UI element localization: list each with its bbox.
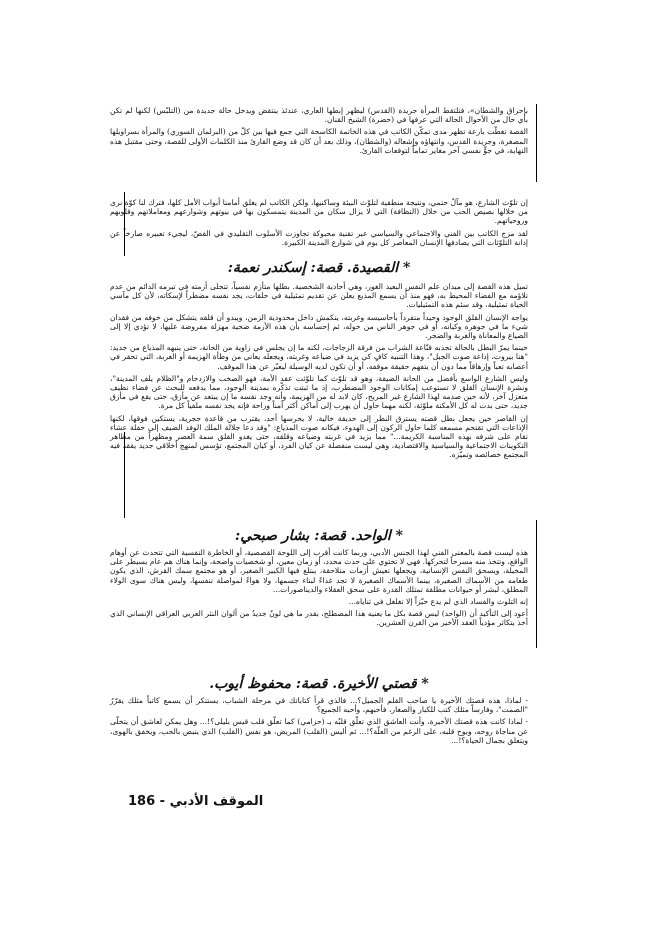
margin-rule <box>124 192 125 256</box>
paragraph: وليس الشارع الواسع بأفضل من الحانة الضيقة، وهو قد تلوّث كما تلوّثت عقد الأمة، فهو الصخب والازدحام و"الظلام يلف المدينة"، ونشرة الإنسان القلق لا تستوعب إمكانات الوجود المضطرب، إذ ما ثبتت تذكّره بمدينة الوجود، مما يدفعه للبحث عن فضاء نظيف متعزل آخر، لأنه حين صدمه لهذا الشارع غير المريح، كان لابد له من الهزيمة، وأنه وجد نفسه ما إن يبتعد عن مأزق، حتى يقع في مأزق جديد، حتى بدت له كل الأمكنة ملوّثة، لكنه مهما حاول أن يهرب إلى أماكن أكثر أمناً وراحة فإنه يجد نفسه ملفياً كل مرة. <box>110 373 528 411</box>
paragraph: - لماذا، هذه قصتك الأخيرة يا صاحب القلم الجميل؟... فالذي قرأ كتاباتك في مرحلة الشباب، يستنكر أن يسمع كاتباً مثلك يقرّرُ "الصمت"، وفارساً مثلك كتب للكبار والصغار، فأحبهم، وأحبه الجميع؟ <box>110 696 528 715</box>
margin-rule <box>124 432 125 518</box>
section-heading: * الواحد. قصة: بشار صبحي: <box>235 528 403 544</box>
section-1-text <box>110 198 528 250</box>
page-footer: الموقف الأدبي - 186 <box>128 794 264 809</box>
paragraph: إن تلوّث الشارع، هو مآلٌ حتمي، ونتيجة منطقية لتلوّث البيئة وساكنيها، ولكن الكاتب لم يغلق أمامنا أبواب الأمل كلها، فترك لنا كوّة نرى من خلالها بصيص الحب من خلال (النظافة) التي لا يزال سكان من المدينة يتمسكون بها في بيوتهم وشوارعهم ومعاملاتهم وقلوبهم وروحياتهم. <box>110 198 528 226</box>
section-2-text <box>110 282 528 463</box>
paragraph: إنه التلوث والفساد الذي لم يدع حيّزاً إلا تغلغل في ثناياه... <box>348 597 528 607</box>
section-0-text <box>110 106 528 158</box>
section-3-text <box>110 548 528 631</box>
section-4-text <box>110 696 528 748</box>
margin-rule <box>536 104 537 182</box>
margin-rule <box>536 520 537 648</box>
paragraph: أعود إلى التأكيد أن (الواحد) ليس قصة بكل ما يعنيه هذا المصطلح، بقدر ما هي لونٌ جديدٌ من ألوان النثر العربي العراقي الإنساني الذي أخذ يتكاثر مؤدياً العقد الأخير من القرن العشرين. <box>110 609 528 628</box>
paragraph: يواجه الإنسان القلق الوجود وحيداً متفرداً بأحاسيسه وغربته، ينكمش داخل محدودية الزمن، ويبدو أن قلقه يتشكل من خوفه من فقدان شيء ما في جوهره وكيانه، أو في جوهر الناس من حوله، ثم إحساسه بأن هذه الأزمة ضحية مهزلة مفروضة عليها، لا تؤدي إلا إلى الضياع والمعاناة والغربة والضجر. <box>110 312 528 341</box>
paragraph: - لماذا كانت هذه قصتك الأخيرة، وأنت العاشق الذي تعلّق قلبُه بـ (حزامي) كما تعلّق قلب قيس بليلى؟!... وهل يمكن لعاشق أن يتخلّى عن مناجاة روحه، وبوح قلبه، على الرغم من العلّة؟!... ثم أليس (القلب) المريض، هو نفس (القلب) الذي ينبض بالحب، ويخفق بالهوى، ويتعلق بجمال الحياة؟!... <box>110 717 528 745</box>
paragraph: إن القاصر حين يجعل بطل قصته يسترق النظر إلى حديقة خالية، لا يحرسها أحد، يقترب من قاعدة حجرية، يستكين فوقها، لكنها الإذاعات التي تقتحم مسمعه كلما حاول الركون إلى الهدوء، فيكانه صوت المذياع: "وقد دعا جلالة الملك الوفد الضيف إلى حفلة عشاء تقام على شرفه بهذه المناسبة الكريمة..." مما يزيد في غربته وضياعه وقلقه، حتى يغدو القلق سمة العصر ومظهراً من مظاهر التكوينات الاجتماعية والسياسية والاقتصادية، وهي ليست منفصلة عن كيان الفرد، أو كيان المجتمع، تؤسس لمنهج أخلاقي جديد يفقد فيه المجتمع خصائصه وتميّزه. <box>110 413 528 460</box>
section-heading: * قصتي الأخيرة. قصة: محفوظ أيوب. <box>209 676 429 692</box>
paragraph: هذه ليست قصة بالمعنى الفني لهذا الجنس الأدبي، وربما كانت أقرب إلى اللوحة القصصية، أو الخاطرة النفسية التي تتحدث عن أوهام الواقع، وتتخذ منه مسرحاً لتحركها. فهي لا تحتوي على حدث محدد، أو زمان معين، أو شخصيات واضحة، وإنما هناك هم عام يسيطر على المخيلة، ويسحق النفس الإنسانية، ويجعلها تعيش أزمات متلاحقة، يبتلع فيها الكبير الصغير، أو هو مجتمع سمك القرش، الذي يكون طعامه من الأسماك الصغيرة، بينما الأسماك الصغيرة لا تجد غذاءً لبناء جسمها، ولا هواءً لمواصلة تنفسها، وليس هناك سوى الولاء المطلق، لبشر أو حيوانات مطلقة تمتلك القدرة على سحق العقلاء والديناصورات... <box>110 548 528 594</box>
paragraph: تميل هذه القصة إلى ميدان علم النفس البعيد الغور، وهي أحادية الشخصية. بطلها متأزم نفسياً، تتجلى أزمته في تبرمه الدائم من عدم تلاؤمه مع الفضاء المحيط به، فهو منذ أن يسمع المذيع يعلن عن تقديم تمثيلية في حلقات، يجد نفسه مضطراً لإسكاته، لأن كل مآسي الحياة تمثيلية، وقد سئم هذه التمثيليات. <box>110 282 528 310</box>
paragraph: القصة تغطّت بارعة تظهر مدى تمكّن الكاتب في هذه الخاتمة الكاسحة التي جمع فيها بين كلّ من (البرلمان السوري) والمرأة بسراويلها المصغرة، وجريدة القدس، وانتهاؤه وإشعاله (والشطان)، وذلك بعد أن كان قد وضع القارئ منذ الكلمات الأولى للقصة، وحتى مقتبل هذه النهاية، في جوٍّ نفسي آخر مغاير تماماً لتوقعات القارئ. <box>110 127 528 155</box>
paragraph: حينما يمرّ البطل بالحالة تجذبه قنّاعة الشراب من فرقة الزجاجات، لكنه ما إن يجلس في زاوية من الحانة، حتى ينبهه المذياع من جديد: "هنا بيروت، إذاعة صوت الجبل"، وهذا التنبيه كافٍ كي يزيد في ضياعه وغربته، ويجعله يعاني من وطأة الهزيمة أو الغربة، التي تحفر في أعصابه تعباً وإرهاقاً مما دون أن يتفهم حقيقة موقفه، أو أن تكون لديه الوسيلة ليعبّر عن هذا الموقف. <box>110 343 528 371</box>
section-heading: * القصيدة. قصة: إسكندر نعمة: <box>227 260 411 276</box>
paragraph: بإحراق والشطان»، فتلتقط المرأة جريدة (القدس) ليظهر إبطها العاري، عندئذ ينتقض ويدخل حالة جديدة من (التلبّس) لكنها لم تكن بأي حال من الأحوال الحالة التي عرفها في (حضرة) الشيخ القنان. <box>110 106 528 125</box>
paragraph: لقد مزج الكاتب بين الفني والاجتماعي والسياسي عبر تقنية محبوكة تجاوزت الأسلوب التقليدي في القصّ، ليجيء تعبيره صارخاً عن إدانة التلوّثات التي يصادفها الإنسان المعاصر كل يوم في شوارع المدينة الكبيرة. <box>110 228 528 247</box>
